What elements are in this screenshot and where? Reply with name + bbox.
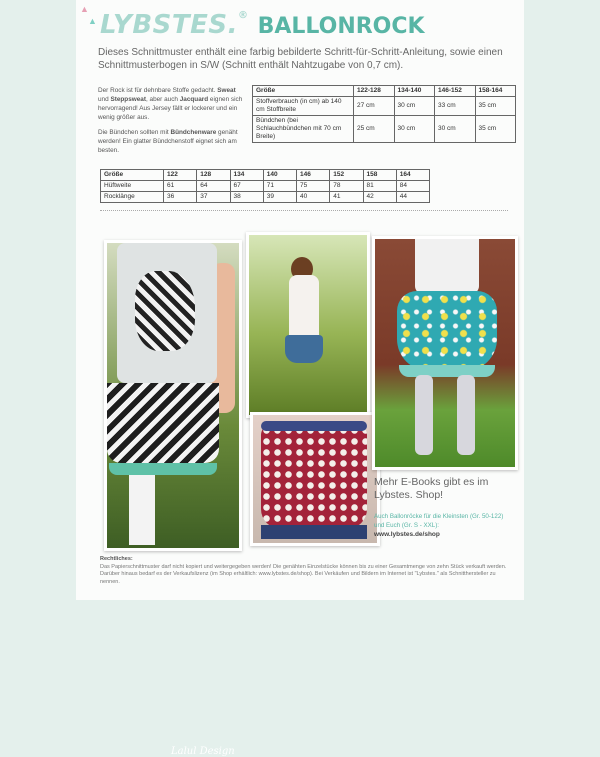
table-cell: 40 — [297, 192, 330, 203]
photo-shirt — [415, 239, 479, 294]
photo-skirt — [285, 335, 323, 363]
photo-dotted-skirt — [250, 412, 380, 546]
mint-triangle-icon: ▲ — [88, 16, 97, 26]
table-cell: 78 — [330, 181, 363, 192]
table-header-cell: 122 — [164, 170, 197, 181]
pattern-cover-page — [76, 0, 524, 757]
table-cell: 84 — [396, 181, 429, 192]
table-cell: 75 — [297, 181, 330, 192]
intro-text: Dieses Schnittmuster enthält eine farbig bebilderte Schritt-für-Schritt-Anleitung, sowie einen Schnittmusterbogen in S/W (Schnitt enthält Nahtzugabe von 0,7 cm). — [98, 47, 503, 71]
table-cell: 61 — [164, 181, 197, 192]
table-cell: 42 — [363, 192, 396, 203]
fabric-steppsweat: Steppsweat — [110, 96, 146, 103]
table-row — [253, 97, 516, 116]
table-cell: 64 — [197, 181, 230, 192]
table-cell: Bündchen (bei Schlauchbündchen mit 70 cm Breite) — [253, 116, 354, 143]
shop-promo — [374, 476, 514, 539]
promo-text: Auch Ballonröcke für die Kleinsten (Gr. 50-122) und Euch (Gr. S - XXL): — [374, 513, 504, 529]
table-cell: Rocklänge — [101, 192, 164, 203]
table-cell: 37 — [197, 192, 230, 203]
table-header-row — [253, 86, 516, 97]
text-segment: Die Bündchen sollten mit — [98, 129, 171, 136]
table-header-cell: Größe — [101, 170, 164, 181]
table-cell: Hüftweite — [101, 181, 164, 192]
table-header-cell: 158-164 — [475, 86, 516, 97]
size-table — [100, 169, 430, 203]
fabric-paragraph — [98, 86, 243, 122]
brand-logo: LYBSTES. — [100, 10, 238, 40]
promo-headline: Mehr E-Books gibt es im Lybstes. Shop! — [374, 476, 489, 501]
table-cell: 30 cm — [394, 97, 435, 116]
text-segment: Der Rock ist für dehnbare Stoffe gedacht. — [98, 87, 216, 94]
shop-link[interactable]: www.lybstes.de/shop — [374, 531, 440, 538]
table-cell: 36 — [164, 192, 197, 203]
table-header-cell: 140 — [263, 170, 296, 181]
photo-skirt — [261, 425, 367, 529]
table-row — [101, 192, 430, 203]
cuff-fabric: Bündchenware — [170, 129, 217, 136]
pattern-title: BALLONROCK — [257, 14, 425, 39]
text-segment: und — [98, 96, 111, 103]
table-cell: Stoffverbrauch (in cm) ab 140 cm Stoffbreite — [253, 97, 354, 116]
table-cell: 30 cm — [394, 116, 435, 143]
table-cell: 33 cm — [435, 97, 476, 116]
table-header-cell: 134 — [230, 170, 263, 181]
table-header-cell: 146 — [297, 170, 330, 181]
table-header-cell: 122-128 — [354, 86, 395, 97]
table-header-cell: 134-140 — [394, 86, 435, 97]
table-row — [101, 181, 430, 192]
table-header-cell: 146-152 — [435, 86, 476, 97]
table-cell: 27 cm — [354, 97, 395, 116]
text-segment: eignen sich hervorragend! Aus Jersey fällt er lockerer und ein wenig größer aus. — [98, 96, 243, 121]
table-cell: 25 cm — [354, 116, 395, 143]
table-cell: 41 — [330, 192, 363, 203]
brand-header — [100, 10, 425, 40]
pink-triangle-icon: ▲ — [80, 4, 89, 14]
table-header-cell: 152 — [330, 170, 363, 181]
fabric-recommendation — [98, 86, 243, 161]
legal-heading: Rechtliches: — [100, 556, 133, 562]
photo-skirt-band — [109, 463, 217, 475]
photo-skirt-band — [399, 365, 495, 377]
table-cell: 30 cm — [435, 116, 476, 143]
photo-leg — [415, 375, 433, 455]
registered-mark: ® — [238, 10, 248, 21]
photo-skirt-band — [261, 421, 367, 431]
table-cell: 67 — [230, 181, 263, 192]
fabric-requirement-table — [252, 85, 516, 143]
photo-watermark: Lalul Design — [171, 746, 235, 757]
photo-teal-skirt — [372, 236, 518, 470]
cuff-paragraph — [98, 128, 243, 155]
photo-leg — [457, 375, 475, 455]
butterfly-print — [135, 271, 195, 351]
table-cell: 39 — [263, 192, 296, 203]
table-cell: 71 — [263, 181, 296, 192]
photo-girl-meadow — [246, 232, 370, 418]
fabric-jacquard: Jacquard — [179, 96, 209, 103]
legal-note — [100, 556, 512, 586]
table-header-cell: Größe — [253, 86, 354, 97]
section-divider — [100, 210, 508, 211]
table-cell: 81 — [363, 181, 396, 192]
table-cell: 38 — [230, 192, 263, 203]
photo-skirt-band — [261, 525, 367, 539]
table-header-row — [101, 170, 430, 181]
photo-leg — [129, 475, 155, 545]
legal-text: Das Papierschnittmuster darf nicht kopiert und weitergegeben werden! Die genähten Einzelstücke können bis zu einer Gesamtmenge von zehn Stück verkauft werden. Darüber hinaus bedarf es der Verkaufslizenz (im Shop erhältlich: www.lybstes.de/shop). Bei Verkäufen und Bildern im Internet ist "Lybstes." als Schnitthersteller zu nennen. — [100, 563, 507, 585]
promo-body — [374, 512, 514, 539]
table-cell: 44 — [396, 192, 429, 203]
photo-skirt — [107, 383, 219, 463]
table-header-cell: 164 — [396, 170, 429, 181]
text-segment: genäht werden! Ein glatter Bündchenstoff eignet sich am besten. — [98, 129, 238, 154]
table-header-cell: 128 — [197, 170, 230, 181]
text-segment: , aber auch — [145, 96, 180, 103]
table-row — [253, 116, 516, 143]
table-cell: 35 cm — [475, 116, 516, 143]
table-cell: 35 cm — [475, 97, 516, 116]
photo-skirt — [397, 291, 497, 371]
fabric-sweat: Sweat — [217, 87, 236, 94]
table-header-cell: 158 — [363, 170, 396, 181]
